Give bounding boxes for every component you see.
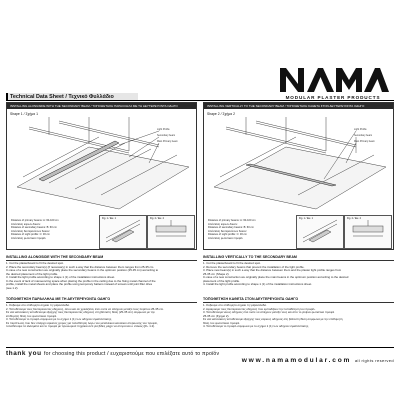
dim-value: A: 60-100 cm [43,219,59,222]
instructions-vertical-gr [203,297,394,329]
diagram-panel-vertical [203,102,394,250]
detail-label: Fig. 1 / Εικ. 1 [299,217,313,220]
note-label: Distance of Light profile: [208,233,236,237]
instruction-line: the desired placement of the light profile. [6,272,59,276]
instruction-line: 1. Κόβουμε στο επιθυμητό σημείο τη γυψοσανίδα. [203,304,267,307]
instruction-line: placement of the light profile. [203,279,240,283]
note-label: Απόσταση κύριων δοκών: [11,222,41,226]
instruction-line: 2. Place the secondary beam(s) (if necessary) in such a way that the distance between them ranges from 25-35 cm. [6,265,155,269]
instruction-line: 2. Αφαιρούμε τους δευτερεύοντες οδηγούς που εμποδίζουν την τοποθέτηση του προφίλ. [203,307,316,311]
dim-value: B: 60 cm [46,226,57,230]
section-heading: INSTALLING VERTICALLY TO THE SECONDARY BEAM [203,255,297,259]
instruction-line: 3. Τοποθετούμε το προφίλ σύμφωνα με το σχήμα 1 (1) των οδηγιών εγκατάστασης. [6,318,113,321]
instruction-line: 1. Cut the plasterboard to fit the desired spot. [203,262,261,265]
footer-website [242,357,394,364]
instruction-line: 25-35 cm (Shape 2). [203,272,230,276]
instruction-line: In the event of lack of manoeuvring space when placing the profile in the ceiling due to the fixing metal channel of the [6,279,156,283]
dim-value: C: 30 cm [236,233,247,237]
note-label: Απόσταση δευτερευόντων δοκών: [208,229,248,233]
callout-secondary-beam: Secondary beam [157,134,176,137]
instruction-line: In case of a new construction we originally place the main beams in the optimum position according to the desired [203,276,349,279]
detail-figure-1 [99,215,147,249]
spacing-notes [11,219,91,241]
instruction-line: Σε περίπτωση που δεν υπάρχει αρκετός χώρος για τοποθέτηση λόγω του μεταλλικού καναλιού στερέωσης του προφίλ, [6,321,158,325]
nama-logo-mark [276,62,390,94]
instruction-line: τοποθετούμε τα ελάσματα και το προφίλ με προσωρινά πηχάκια αντί για βίδες μέχρι να στεγνώσει ο στόκος (βλ. 1.2). [6,325,156,328]
note-label: Distance of primary beams: [208,219,240,222]
detail-label: Fig. 2 / Εικ. 2 [347,217,361,220]
instruction-line: (see 1.2). [6,286,19,290]
instruction-line: Σε νέα κατασκευή τοποθετούμε εξαρχής τους δευτερεύοντες οδηγούς στη βέλτιστη θέση (25-35 cm) σύμφωνα με την [6,311,155,314]
instruction-line: 3. Install the light profile according to shape 1 (1) of the installation instructions sheet. [6,276,115,279]
rights-text: all rights reserved [354,358,394,363]
instruction-line: In case of a new construction we originally place the secondary beams in the optimum position (25-35 cm) according to [6,269,159,272]
ceiling-diagram-shape-2 [206,117,392,217]
instruction-line: 1. Cut the plasterboard to fit the desired spot. [6,262,64,265]
callout-primary-beam: Main Primary beam [157,140,178,143]
detail-label: Fig. 2 / Εικ. 2 [150,217,164,220]
detail-figure-2 [147,215,195,249]
detail-figure-2 [344,215,392,249]
panel-header: INSTALLING ALONGSIDE WITH THE SECONDARY BEAM / ΤΟΠΟΘΕΤΗΣΗ ΠΑΡΑΛΛΗΛΑ ΜΕ ΤΗ ΔΕΥΤΕΡΕΥΟΝΤΑ ΟΔΗΓΟ [7,103,196,109]
spacing-notes [208,219,288,241]
instruction-line: 3. Place new beam(s) in such a way that the distance between them and the plaster light profile ranges from [203,269,342,272]
dim-value: C: 30 cm [39,233,50,237]
section-rule [6,302,197,303]
section-heading: ΤΟΠΟΘΕΤΗΣΗ ΚΑΘΕΤΑ ΣΤΟΝ ΔΕΥΤΕΡΕΥΟΝΤΑ ΟΔΗΓΟ [203,297,299,301]
instruction-line: επιθυμητή θέση του φωτιστικού προφίλ. [6,314,57,318]
instruction-line: 1. Κόβουμε στο επιθυμητό σημείο τη γυψοσανίδα. [6,304,70,307]
section-rule [6,260,197,261]
ceiling-diagram-shape-1 [9,117,195,217]
footer-divider [6,347,394,348]
instruction-line: 3. Τοποθετούμε νέους οδηγούς έτσι ώστε να απέχουν μεταξύ τους και από το γύψινο φωτιστικό προφίλ [203,311,335,314]
section-heading: ΤΟΠΟΘΕΤΗΣΗ ΠΑΡΑΛΛΗΛΑ ΜΕ ΤΗ ΔΕΥΤΕΡΕΥΟΝΤΑ ΟΔΗΓΟ [6,297,111,301]
callout-light-profile: Light Profile [354,128,367,131]
instruction-line: 2. Τοποθετούμε τους δευτερεύοντες οδηγούς, όπου και αν χρειάζεται, έτσι ώστε να απέχουν μεταξύ τους περίπου 25-35 cm. [6,307,164,311]
shape-label: Shape 2 / Σχήμα 2 [207,112,235,116]
note-label: Distance of secondary beams: [208,226,243,230]
note-label: Distance of primary beams: [11,219,43,222]
brand-logo [276,62,390,100]
callout-primary-beam: Main Primary beam [354,140,375,143]
dim-value: B: 60 cm [243,226,254,230]
brand-tagline: MODULAR PLASTER PRODUCTS [285,95,381,100]
instruction-line: θέση του φωτιστικού προφίλ. [203,321,241,325]
note-label: Απόσταση φωτιστικού προφίλ: [208,236,244,240]
section-rule [203,260,394,261]
page-title: Technical Data Sheet / Τεχνικό Φυλλάδιο [10,94,114,100]
section-heading: INSTALLING ALONGSIDE WITH THE SECONDARY BEAM [6,255,104,259]
note-label: Απόσταση κύριων δοκών: [208,222,238,226]
detail-figure-1 [296,215,344,249]
website-link[interactable]: www.namamodular.com [241,357,352,364]
callout-secondary-beam: Secondary beam [354,134,373,137]
note-label: Distance of secondary beams: [11,226,46,230]
instruction-line: 2. Remove the secondary beams that prevent the installation of the light profile. [203,265,305,269]
callout-light-profile: Light Profile [157,128,170,131]
section-rule [203,302,394,303]
note-label: Απόσταση φωτιστικού προφίλ: [11,236,47,240]
footer-thanks [6,350,219,357]
diagram-panel-alongside [6,102,197,250]
instructions-alongside-en [6,255,197,290]
thanks-rest: for choosing this product / ευχαριστούμε που επιλέξατε αυτό το προϊόν [43,351,220,357]
dim-value: A: 60-100 cm [240,219,256,222]
note-label: Distance of Light profile: [11,233,39,237]
header-divider [6,100,394,101]
instructions-vertical-en [203,255,394,287]
thanks-bold: thank you [6,350,42,357]
panel-header: INSTALLING VERTICALLY TO THE SECONDARY BEAM / ΤΟΠΟΘΕΤΗΣΗ ΚΑΘΕΤΑ ΣΤΟΝ ΔΕΥΤΕΡΕΥΟΝΤΑ ΟΔΗΓΟ [204,103,393,109]
instruction-line: 4. Τοποθετούμε το προφίλ σύμφωνα με το σχήμα 1 (1) των οδηγιών εγκατάστασης. [203,325,310,328]
instructions-alongside-gr [6,297,197,329]
shape-label: Shape 1 / Σχήμα 1 [10,112,38,116]
note-label: Απόσταση δευτερευόντων δοκών: [11,229,51,233]
instruction-line: Σε νέα κατασκευή τοποθετούμε εξαρχής τους κύριους οδηγούς στη βέλτιστη θέση σύμφωνα με την επιθυμητή [203,318,343,321]
instruction-line: profile, install the metal sheets and place the profile using temporary battens instead of screws until joint filler dries [6,283,153,286]
instruction-line: 25-35 cm (Σχήμα 2). [203,314,230,318]
detail-label: Fig. 1 / Εικ. 1 [102,217,116,220]
instruction-line: 4. Install the light profile according to shape 1 (1) of the installation instructions sheet. [203,283,312,286]
